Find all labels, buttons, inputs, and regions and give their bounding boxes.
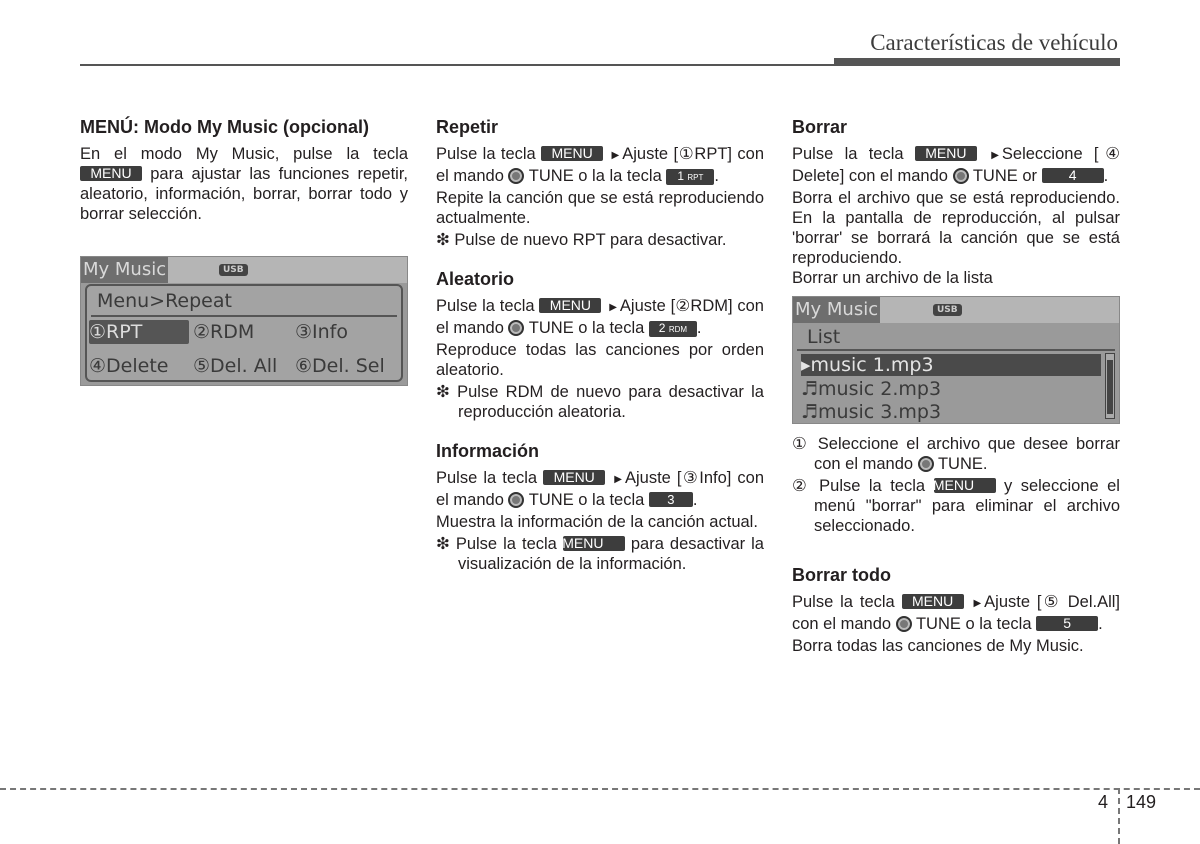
track-item: ♬music 3.mp3 [801, 401, 942, 423]
borrar-step-1: ① Seleccione el archivo que desee borrar con el mando TUNE. [792, 435, 1120, 473]
menu-key: MENU [902, 594, 964, 609]
page-header-title: Características de vehículo [870, 30, 1118, 55]
lcd-title: My Music [81, 257, 168, 283]
section-heading-informacion: Información [436, 441, 540, 461]
lcd-scrollbar [1105, 353, 1115, 419]
lcd-title-bar [81, 257, 407, 283]
arrow-right-icon: ▶ [614, 474, 622, 485]
column-3 [792, 116, 1120, 674]
section-heading-repetir: Repetir [436, 117, 499, 137]
lcd-menu-frame [85, 284, 403, 382]
tune-knob-icon [896, 616, 912, 632]
menu-key: MENU [543, 470, 605, 485]
menu-key: MENU [541, 146, 603, 161]
lcd-menu-screen [80, 256, 408, 386]
lcd-title-bar [793, 297, 1119, 323]
aleatorio-instructions: Pulse la tecla MENU ▶ Ajuste [②RDM] con el mando TUNE o la tecla 2 RDM . [436, 297, 764, 337]
menu-key: MENU [934, 478, 996, 493]
lcd-divider [91, 315, 397, 317]
arrow-right-icon: ▶ [611, 150, 620, 161]
menu-option-delete: ④Delete [89, 355, 169, 377]
arrow-right-icon: ▶ [991, 150, 999, 161]
tune-knob-icon [508, 168, 524, 184]
lcd-title: My Music [793, 297, 880, 323]
section-borrar-todo [792, 564, 1120, 656]
key-5: 5 [1036, 616, 1098, 631]
borrar-list-subheading: Borrar un archivo de la lista [792, 269, 993, 287]
chapter-number: 4 [1098, 792, 1109, 812]
section-informacion [436, 440, 764, 574]
repetir-instructions: Pulse la tecla MENU ▶ Ajuste [①RPT] con el mando TUNE o la la tecla 1 RPT . [436, 145, 764, 185]
arrow-right-icon: ▶ [609, 302, 617, 313]
key-3: 3 [649, 492, 693, 507]
lcd-list-screen [792, 296, 1120, 424]
section-heading-aleatorio: Aleatorio [436, 269, 515, 289]
tune-knob-icon [508, 492, 524, 508]
column-2 [436, 116, 764, 592]
section-borrar [792, 116, 1120, 536]
section-heading-menu: MENÚ: Modo My Music (opcional) [80, 117, 369, 137]
borrar-instructions: Pulse la tecla MENU ▶ Seleccione [④ Delete] con el mando TUNE or 4 . [792, 145, 1121, 185]
informacion-description: Muestra la información de la canción actual. [436, 513, 758, 531]
menu-key: MENU [80, 166, 142, 181]
usb-badge: USB [219, 264, 248, 276]
aleatorio-description: Reproduce todas las canciones por orden aleatorio. [436, 341, 764, 379]
menu-option-rdm: ②RDM [193, 321, 255, 343]
menu-option-info: ③Info [295, 321, 348, 343]
borrar-todo-instructions: Pulse la tecla MENU ▶ Ajuste [⑤ Del.All] con el mando TUNE o la tecla 5 . [792, 593, 1120, 633]
header-rule-accent [834, 58, 1120, 66]
borrar-step-2: ② Pulse la tecla MENU y seleccione el menú "borrar" para eliminar el archivo seleccionado. [792, 477, 1120, 535]
repetir-note: ❇ Pulse de nuevo RPT para desactivar. [436, 231, 727, 249]
section-repetir [436, 116, 764, 250]
menu-key: MENU [563, 536, 625, 551]
footer-rule [0, 788, 1200, 790]
arrow-right-icon: ▶ [973, 598, 982, 609]
section-heading-borrar: Borrar [792, 117, 848, 137]
borrar-todo-description: Borra todas las canciones de My Music. [792, 637, 1084, 655]
track-item-selected: ▸music 1.mp3 [801, 354, 1101, 376]
footer-divider [1118, 788, 1120, 844]
menu-option-rpt: ①RPT [89, 320, 189, 344]
tune-knob-icon [953, 168, 969, 184]
section-aleatorio [436, 268, 764, 422]
lcd-menu-path: Menu>Repeat [97, 290, 232, 312]
track-item: ♬music 2.mp3 [801, 378, 942, 400]
menu-option-del-sel: ⑥Del. Sel [295, 355, 385, 377]
key-4: 4 [1042, 168, 1104, 183]
column-1 [80, 116, 408, 396]
aleatorio-note: ❇ Pulse RDM de nuevo para desactivar la reproducción aleatoria. [436, 383, 764, 421]
lcd-list-label: List [807, 326, 841, 348]
usb-badge: USB [933, 304, 962, 316]
borrar-description: Borra el archivo que se está reproduciendo. En la pantalla de reproducción, al pulsar 'borrar' se borrará la canción que se está reproduciendo. [792, 189, 1120, 267]
informacion-note: ❇ Pulse la tecla MENU para desactivar la visualización de la información. [436, 535, 764, 573]
key-1-rpt: 1 RPT [666, 169, 714, 185]
tune-knob-icon [508, 320, 524, 336]
page-number: 149 [1126, 792, 1157, 812]
key-2-rdm: 2 RDM [649, 321, 697, 337]
tune-knob-icon [918, 456, 934, 472]
lcd-divider [797, 349, 1115, 351]
menu-key: MENU [539, 298, 601, 313]
section-heading-borrar-todo: Borrar todo [792, 565, 891, 585]
intro-paragraph: En el modo My Music, pulse la tecla MENU para ajustar las funciones repetir, aleatorio, información, borrar, borrar todo y borrar selección. [80, 145, 408, 223]
repetir-description: Repite la canción que se está reproduciendo actualmente. [436, 189, 764, 227]
menu-key: MENU [915, 146, 977, 161]
informacion-instructions: Pulse la tecla MENU ▶ Ajuste [③Info] con el mando TUNE o la tecla 3 . [436, 469, 765, 509]
menu-option-del-all: ⑤Del. All [193, 355, 278, 377]
